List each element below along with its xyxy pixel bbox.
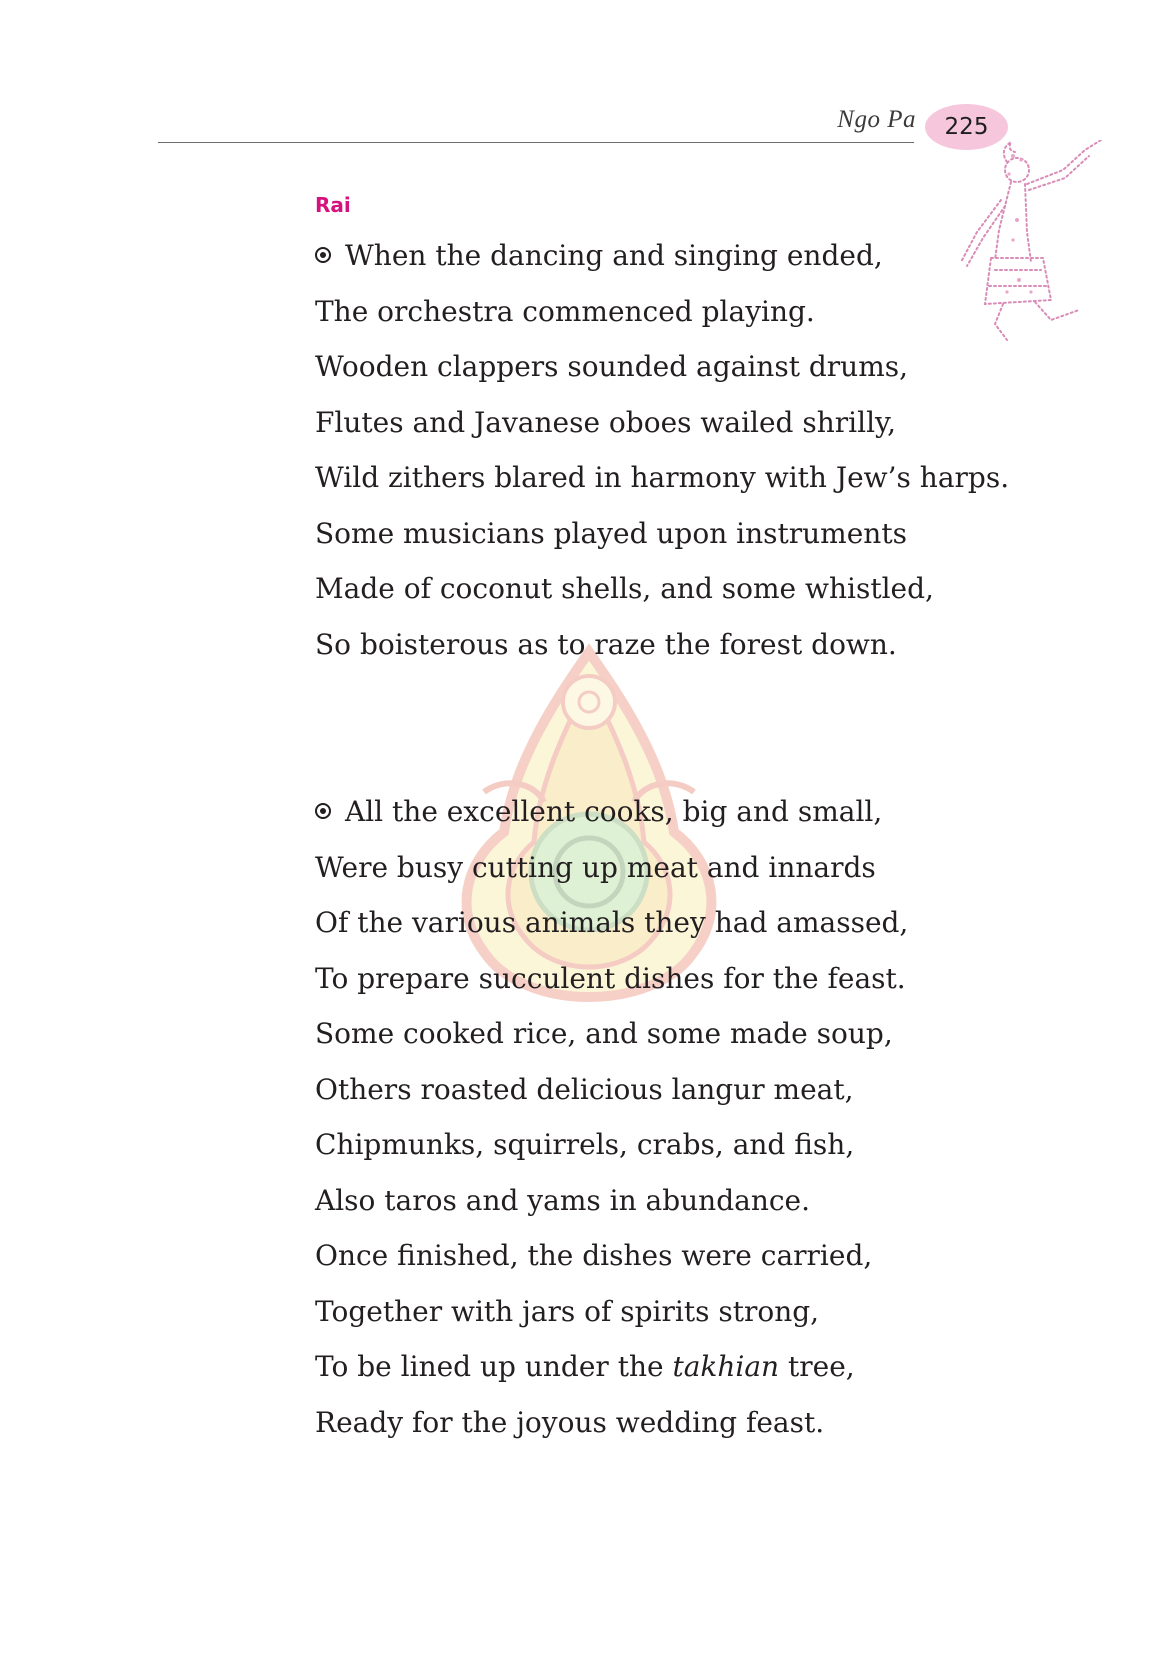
verse-line: Chipmunks, squirrels, crabs, and fish, [315,1128,855,1161]
page-number: 225 [944,114,989,140]
verse-line: Were busy cutting up meat and innards [315,850,876,884]
section-label: Rai [315,193,351,217]
header-rule [158,142,914,143]
verse-line: So boisterous as to raze the forest down. [315,627,897,661]
verse-line: Also taros and yams in abundance. [315,1183,811,1217]
verse-line: Flutes and Javanese oboes wailed shrilly, [315,405,897,439]
verse-line: Some musicians played upon instruments [315,516,907,550]
stanza-2 [315,792,908,1458]
verse-line: Once finished, the dishes were carried, [315,1239,873,1272]
verse-line: Others roasted delicious langur meat, [315,1072,854,1106]
stanza-bullet-icon [315,247,331,263]
verse-line [315,236,1009,292]
verse-line: Wooden clappers sounded against drums, [315,350,909,383]
verse-line: Ready for the joyous wedding feast. [315,1405,825,1439]
verse-text: To be lined up under the [315,1350,673,1383]
verse-text: tree, [779,1350,855,1383]
running-head: Ngo Pa [837,106,916,133]
verse-line: Made of coconut shells, and some whistled, [315,572,934,605]
stanza-bullet-icon [315,803,331,819]
verse-line [315,792,908,848]
verse-line: Wild zithers blared in harmony with Jew’s harps. [315,461,1010,494]
italic-term: takhian [672,1350,780,1383]
verse-text: All the excellent cooks, big and small, [345,795,883,828]
verse-line: Of the various animals they had amassed, [315,906,909,939]
stanza-1 [315,236,1009,680]
verse-line: Together with jars of spirits strong, [315,1294,820,1328]
verse-line: To prepare succulent dishes for the feast. [315,961,906,995]
verse-line: Some cooked rice, and some made soup, [315,1017,893,1050]
verse-line: The orchestra commenced playing. [315,294,815,328]
verse-line [315,1347,908,1403]
verse-text: When the dancing and singing ended, [345,239,883,272]
